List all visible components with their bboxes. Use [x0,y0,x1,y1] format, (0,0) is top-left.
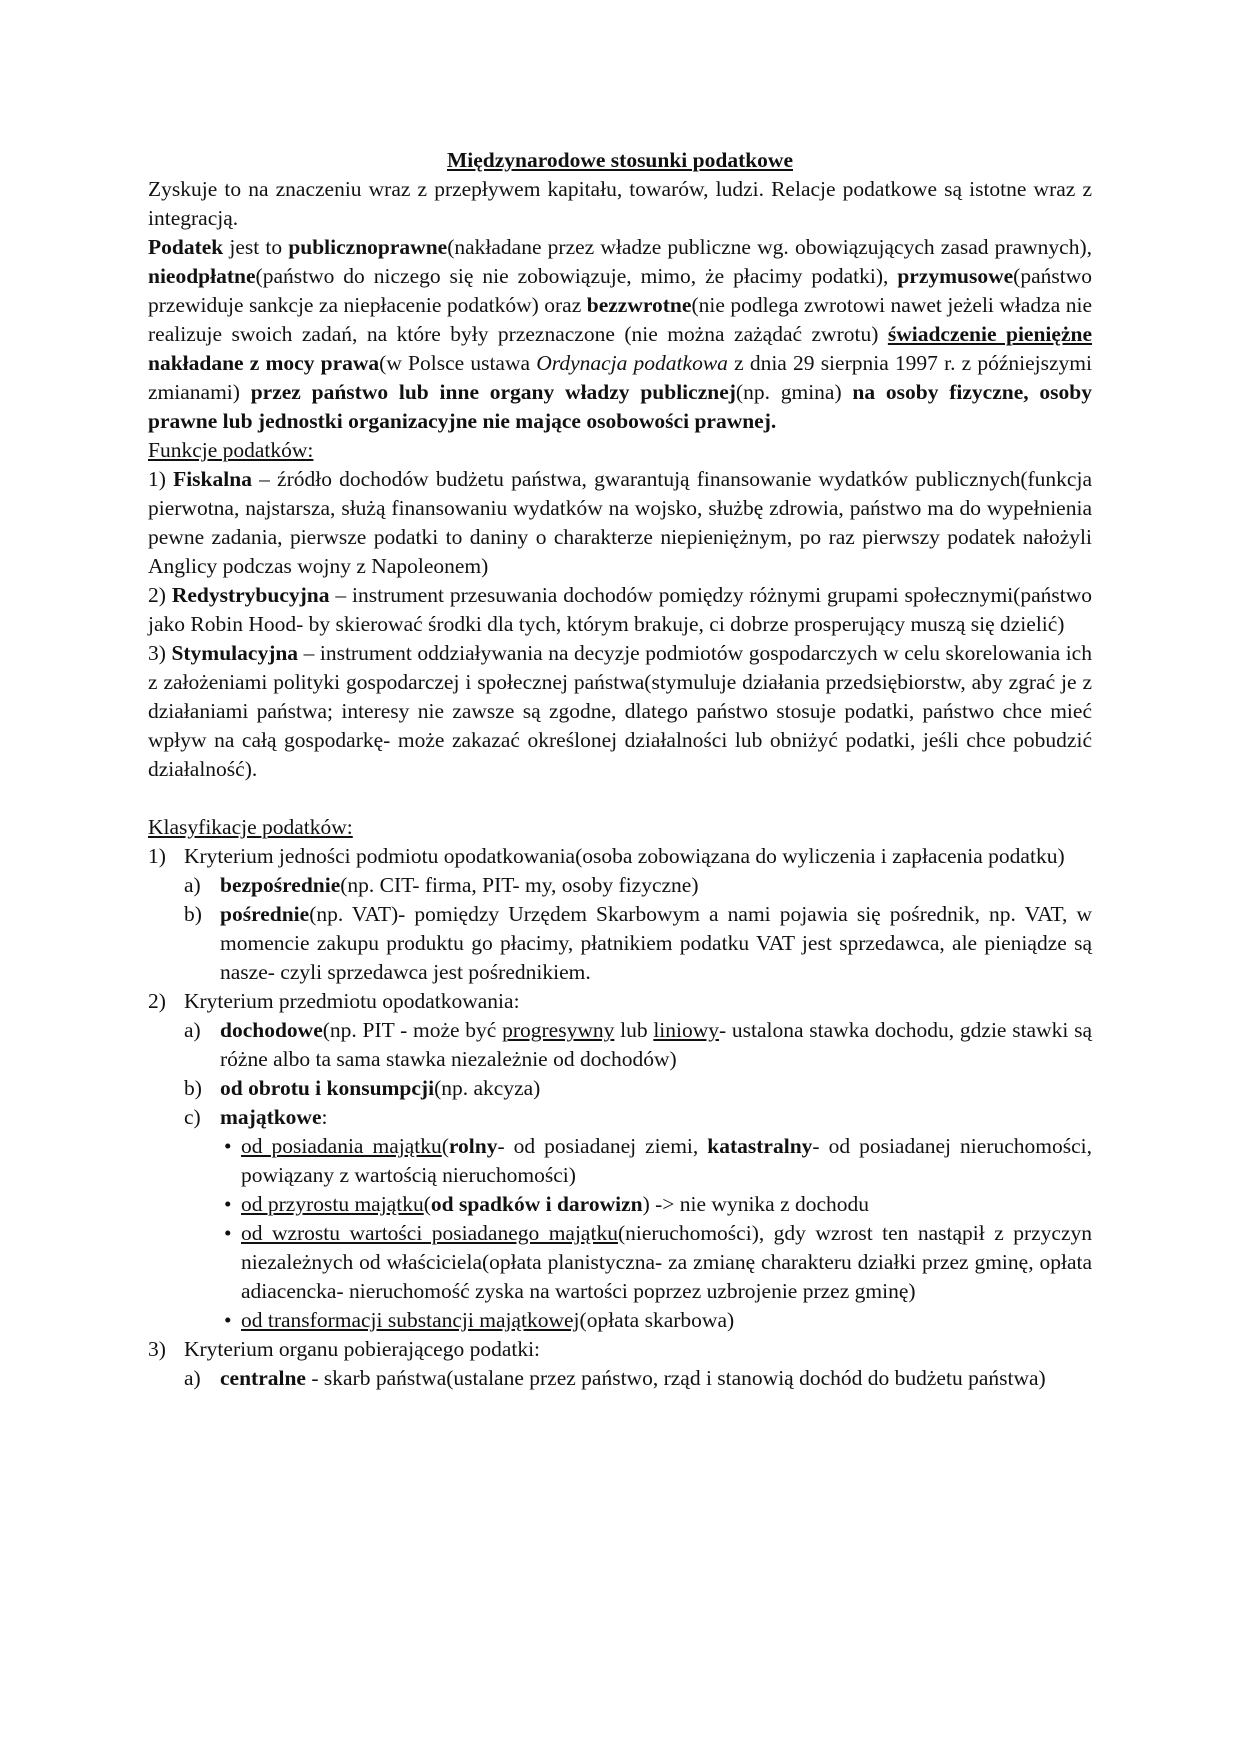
list-item-text [202,1364,1092,1393]
bold-text: świadczenie pieniężne [887,322,1092,346]
text-run: – źródło dochodów budżetu państwa, gwarantują finansowanie wydatków publicznych(funkcja pierwotna, najstarsza, służą finansowaniu wydatków na wojsko, służbę zdrowia, państwo ma do wypełnienia pewne zadania, pierwsze podatki to daniny o charakterze niepieniężnym, po raz pierwszy podatek nałożyli Anglicy podczas wojny z Napoleonem) [148,467,1092,578]
list-item [148,987,1092,1016]
list-item-text [202,1016,1092,1074]
bold-text: majątkowe [220,1105,322,1129]
list-number: a) [184,1366,201,1390]
paragraph [148,175,1092,233]
list-item [148,1335,1092,1364]
text-run: : [321,1105,328,1129]
text-run: Kryterium jedności podmiotu opodatkowania(osoba zobowiązana do wyliczenia i zapłacenia podatku) [184,844,1065,868]
text-run: - od posiadanej nieruchomości, powiązany z wartością nieruchomości) [241,1134,1092,1187]
paragraph [148,465,1092,581]
bold-text: pośrednie [220,902,310,926]
underlined-text: Funkcje podatków: [148,438,314,462]
text-run: z dnia 29 sierpnia 1997 r. z późniejszymi zmianami) [148,351,1092,404]
text-run: jest to [223,235,289,259]
document-title: Międzynarodowe stosunki podatkowe [446,148,794,172]
list-number: 2) [148,989,166,1013]
list-item-text [202,1074,1092,1103]
paragraph [148,233,1092,436]
bold-text: przez państwo lub inne organy władzy publicznej [250,380,736,404]
list-item [148,871,1092,900]
bold-text: dochodowe [220,1018,323,1042]
text-run: - od posiadanej ziemi, [497,1134,708,1158]
text-run: (np. PIT - może być [322,1018,503,1042]
document-body [148,175,1092,1393]
bullet-icon: • [224,1134,232,1158]
list-number: b) [184,1076,202,1100]
list-item [148,1074,1092,1103]
bold-text: Podatek [148,235,224,259]
underlined-text: od transformacji substancji majątkowej [241,1308,580,1332]
list-number: 3) [148,1337,166,1361]
bold-text: katastralny [707,1134,813,1158]
bullet-icon: • [224,1221,232,1245]
bold-text: od spadków i darowizn [430,1192,643,1216]
document-page [148,146,1092,1393]
bullet-item [148,1190,1092,1219]
bullet-icon: • [224,1192,232,1216]
text-run: Kryterium organu pobierającego podatki: [184,1337,541,1361]
list-number: 1) [148,844,166,868]
list-item [148,842,1092,871]
text-run: (nakładane przez władze publiczne wg. obowiązujących zasad prawnych), [447,235,1092,259]
underlined-text: od posiadania majątku [241,1134,442,1158]
bold-text: nieodpłatne [148,264,256,288]
text-run: – instrument przesuwania dochodów pomiędzy różnymi grupami społecznymi(państwo jako Robin Hood- by skierować środki dla tych, którym brakuje, ci dobrze prosperujący muszą się dzielić) [148,583,1092,636]
bold-text: centralne [220,1366,306,1390]
list-item-text [202,900,1092,987]
paragraph [148,639,1092,784]
text-run: (nieruchomości), gdy wzrost ten nastąpił z przyczyn niezależnych od właściciela(opłata planistyczna- za zmianę charakteru działki przez gminę, opłata adiacencka- nieruchomość zyska na wartości poprzez uzbrojenie przez gminę) [241,1221,1092,1303]
text-run: (opłata skarbowa) [579,1308,735,1332]
list-number: a) [184,873,201,897]
text-run: (w Polsce ustawa [379,351,537,375]
text-run: Kryterium przedmiotu opodatkowania: [184,989,520,1013]
bullet-item [148,1132,1092,1190]
text-run: (np. gmina) [735,380,853,404]
bold-text: nakładane z mocy prawa [148,351,380,375]
text-run: Zyskuje to na znaczeniu wraz z przepływem kapitału, towarów, ludzi. Relacje podatkowe są istotne wraz z integracją. [148,177,1092,230]
list-item [148,900,1092,987]
list-item [148,1364,1092,1393]
text-run: (państwo przewiduje sankcje za niepłacenie podatków) oraz [148,264,1092,317]
text-run: ) -> nie wynika z dochodu [642,1192,870,1216]
blank-line [148,784,1092,813]
italic-text: Ordynacja podatkowa [536,351,728,375]
bold-text: na osoby fizyczne, osoby prawne lub jednostki organizacyjne nie mające osobowości prawnej. [148,380,1092,433]
list-number: a) [184,1018,201,1042]
bold-text: bezpośrednie [220,873,341,897]
list-number: c) [184,1105,201,1129]
text-run: - ustalona stawka dochodu, gdzie stawki są różne albo ta sama stawka niezależnie od dochodów) [220,1018,1092,1071]
underlined-text: Klasyfikacje podatków: [148,815,353,839]
text-run: (np. CIT- firma, PIT- my, osoby fizyczne) [340,873,699,897]
text-run: ( [423,1192,431,1216]
bold-text: przymusowe [897,264,1014,288]
paragraph [148,813,1092,842]
bullet-icon: • [224,1308,232,1332]
bold-text: Fiskalna [173,467,252,491]
bullet-item [148,1306,1092,1335]
list-item [148,1103,1092,1132]
bold-text: publicznoprawne [288,235,448,259]
list-item-text [202,1103,1092,1132]
bold-text: od obrotu i konsumpcji [220,1076,435,1100]
underlined-text: od wzrostu wartości posiadanego majątku [241,1221,618,1245]
list-number: b) [184,902,202,926]
bold-text: rolny [448,1134,498,1158]
list-item-text [202,871,1092,900]
text-run: 3) [148,641,172,665]
bold-text: Stymulacyjna [171,641,299,665]
underlined-text: progresywny [502,1018,615,1042]
text-run: (nie podlega zwrotowi nawet jeżeli władza nie realizuje swoich zadań, na które były przeznaczone (nie można zażądać zwrotu) [148,293,1092,346]
text-run: lub [614,1018,654,1042]
paragraph [148,436,1092,465]
text-run: – instrument oddziaływania na decyzje podmiotów gospodarczych w celu skorelowania ich z założeniami polityki gospodarczej i społecznej państwa(stymuluje działania przedsiębiorstw, aby zgrać je z działaniami państwa; interesy nie zawsze są zgodne, dlatego państwo stosuje podatki, państwo chce mieć wpływ na całą gospodarkę- może zakazać określonej działalności lub obniżyć podatki, jeśli chce pobudzić działalność). [148,641,1092,781]
text-run: 2) [148,583,172,607]
text-run: (państwo do niczego się nie zobowiązuje, mimo, że płacimy podatki), [255,264,898,288]
text-run: (np. VAT)- pomiędzy Urzędem Skarbowym a nami pojawia się pośrednik, np. VAT, w momencie zakupu produktu go płacimy, płatnikiem podatku VAT jest sprzedawca, ale pieniądze są nasze- czyli sprzedawca jest pośrednikiem. [220,902,1092,984]
underlined-text: od przyrostu majątku [241,1192,424,1216]
underlined-text: liniowy [653,1018,720,1042]
text-run: (np. akcyza) [434,1076,541,1100]
paragraph [148,581,1092,639]
text-run: 1) [148,467,174,491]
bold-text: bezzwrotne [586,293,692,317]
text-run: - skarb państwa(ustalane przez państwo, rząd i stanowią dochód do budżetu państwa) [305,1366,1046,1390]
list-item [148,1016,1092,1074]
bold-text: Redystrybucyjna [171,583,330,607]
text-run: ( [441,1134,449,1158]
bullet-item [148,1219,1092,1306]
